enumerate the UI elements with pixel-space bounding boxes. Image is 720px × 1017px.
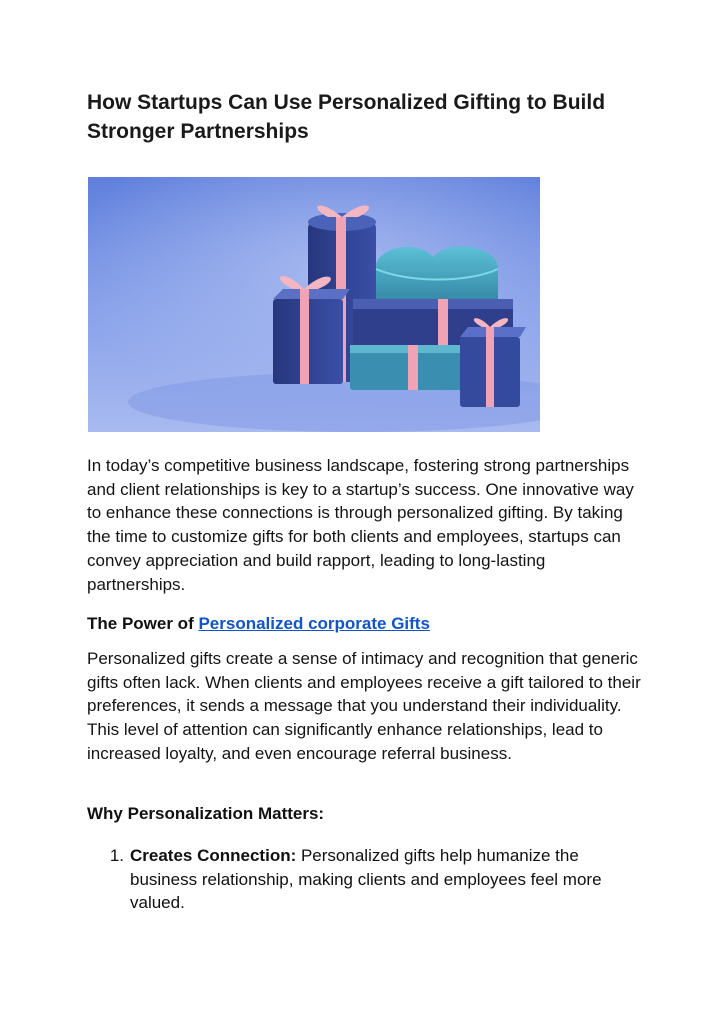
list-item-label: Creates Connection: — [130, 846, 297, 865]
intro-paragraph: In today’s competitive business landscape, fostering strong partnerships and client relationships is key to a startup’s success. One innovative way to enhance these connections is through personalized gifting. By taking the time to customize gifts for both clients and employees, startups can convey appreciation and build rapport, leading to long-lasting partnerships. — [87, 456, 634, 594]
power-paragraph: Personalized gifts create a sense of intimacy and recognition that generic gifts often lack. When clients and employees receive a gift tailored to their preferences, it sends a message that you understand their individuality. This level of attention can significantly enhance relationships, lead to increased loyalty, and even encourage referral business. — [87, 649, 641, 763]
reasons-list — [87, 844, 647, 915]
section-heading-power — [87, 613, 430, 635]
list-item-text: Personalized gifts help humanize the business relationship, making clients and employees feel more valued. — [130, 846, 602, 913]
list-item — [87, 844, 647, 915]
list-item-body — [130, 844, 647, 915]
section-heading-prefix: The Power of — [87, 614, 199, 633]
page-title: How Startups Can Use Personalized Gifting to Build Stronger Partnerships — [87, 91, 606, 143]
list-item-number: 1. — [109, 846, 124, 865]
section-heading-why: Why Personalization Matters: — [87, 804, 325, 823]
gift-boxes-image — [88, 177, 540, 432]
personalized-corporate-gifts-link[interactable]: Personalized corporate Gifts — [198, 614, 430, 633]
